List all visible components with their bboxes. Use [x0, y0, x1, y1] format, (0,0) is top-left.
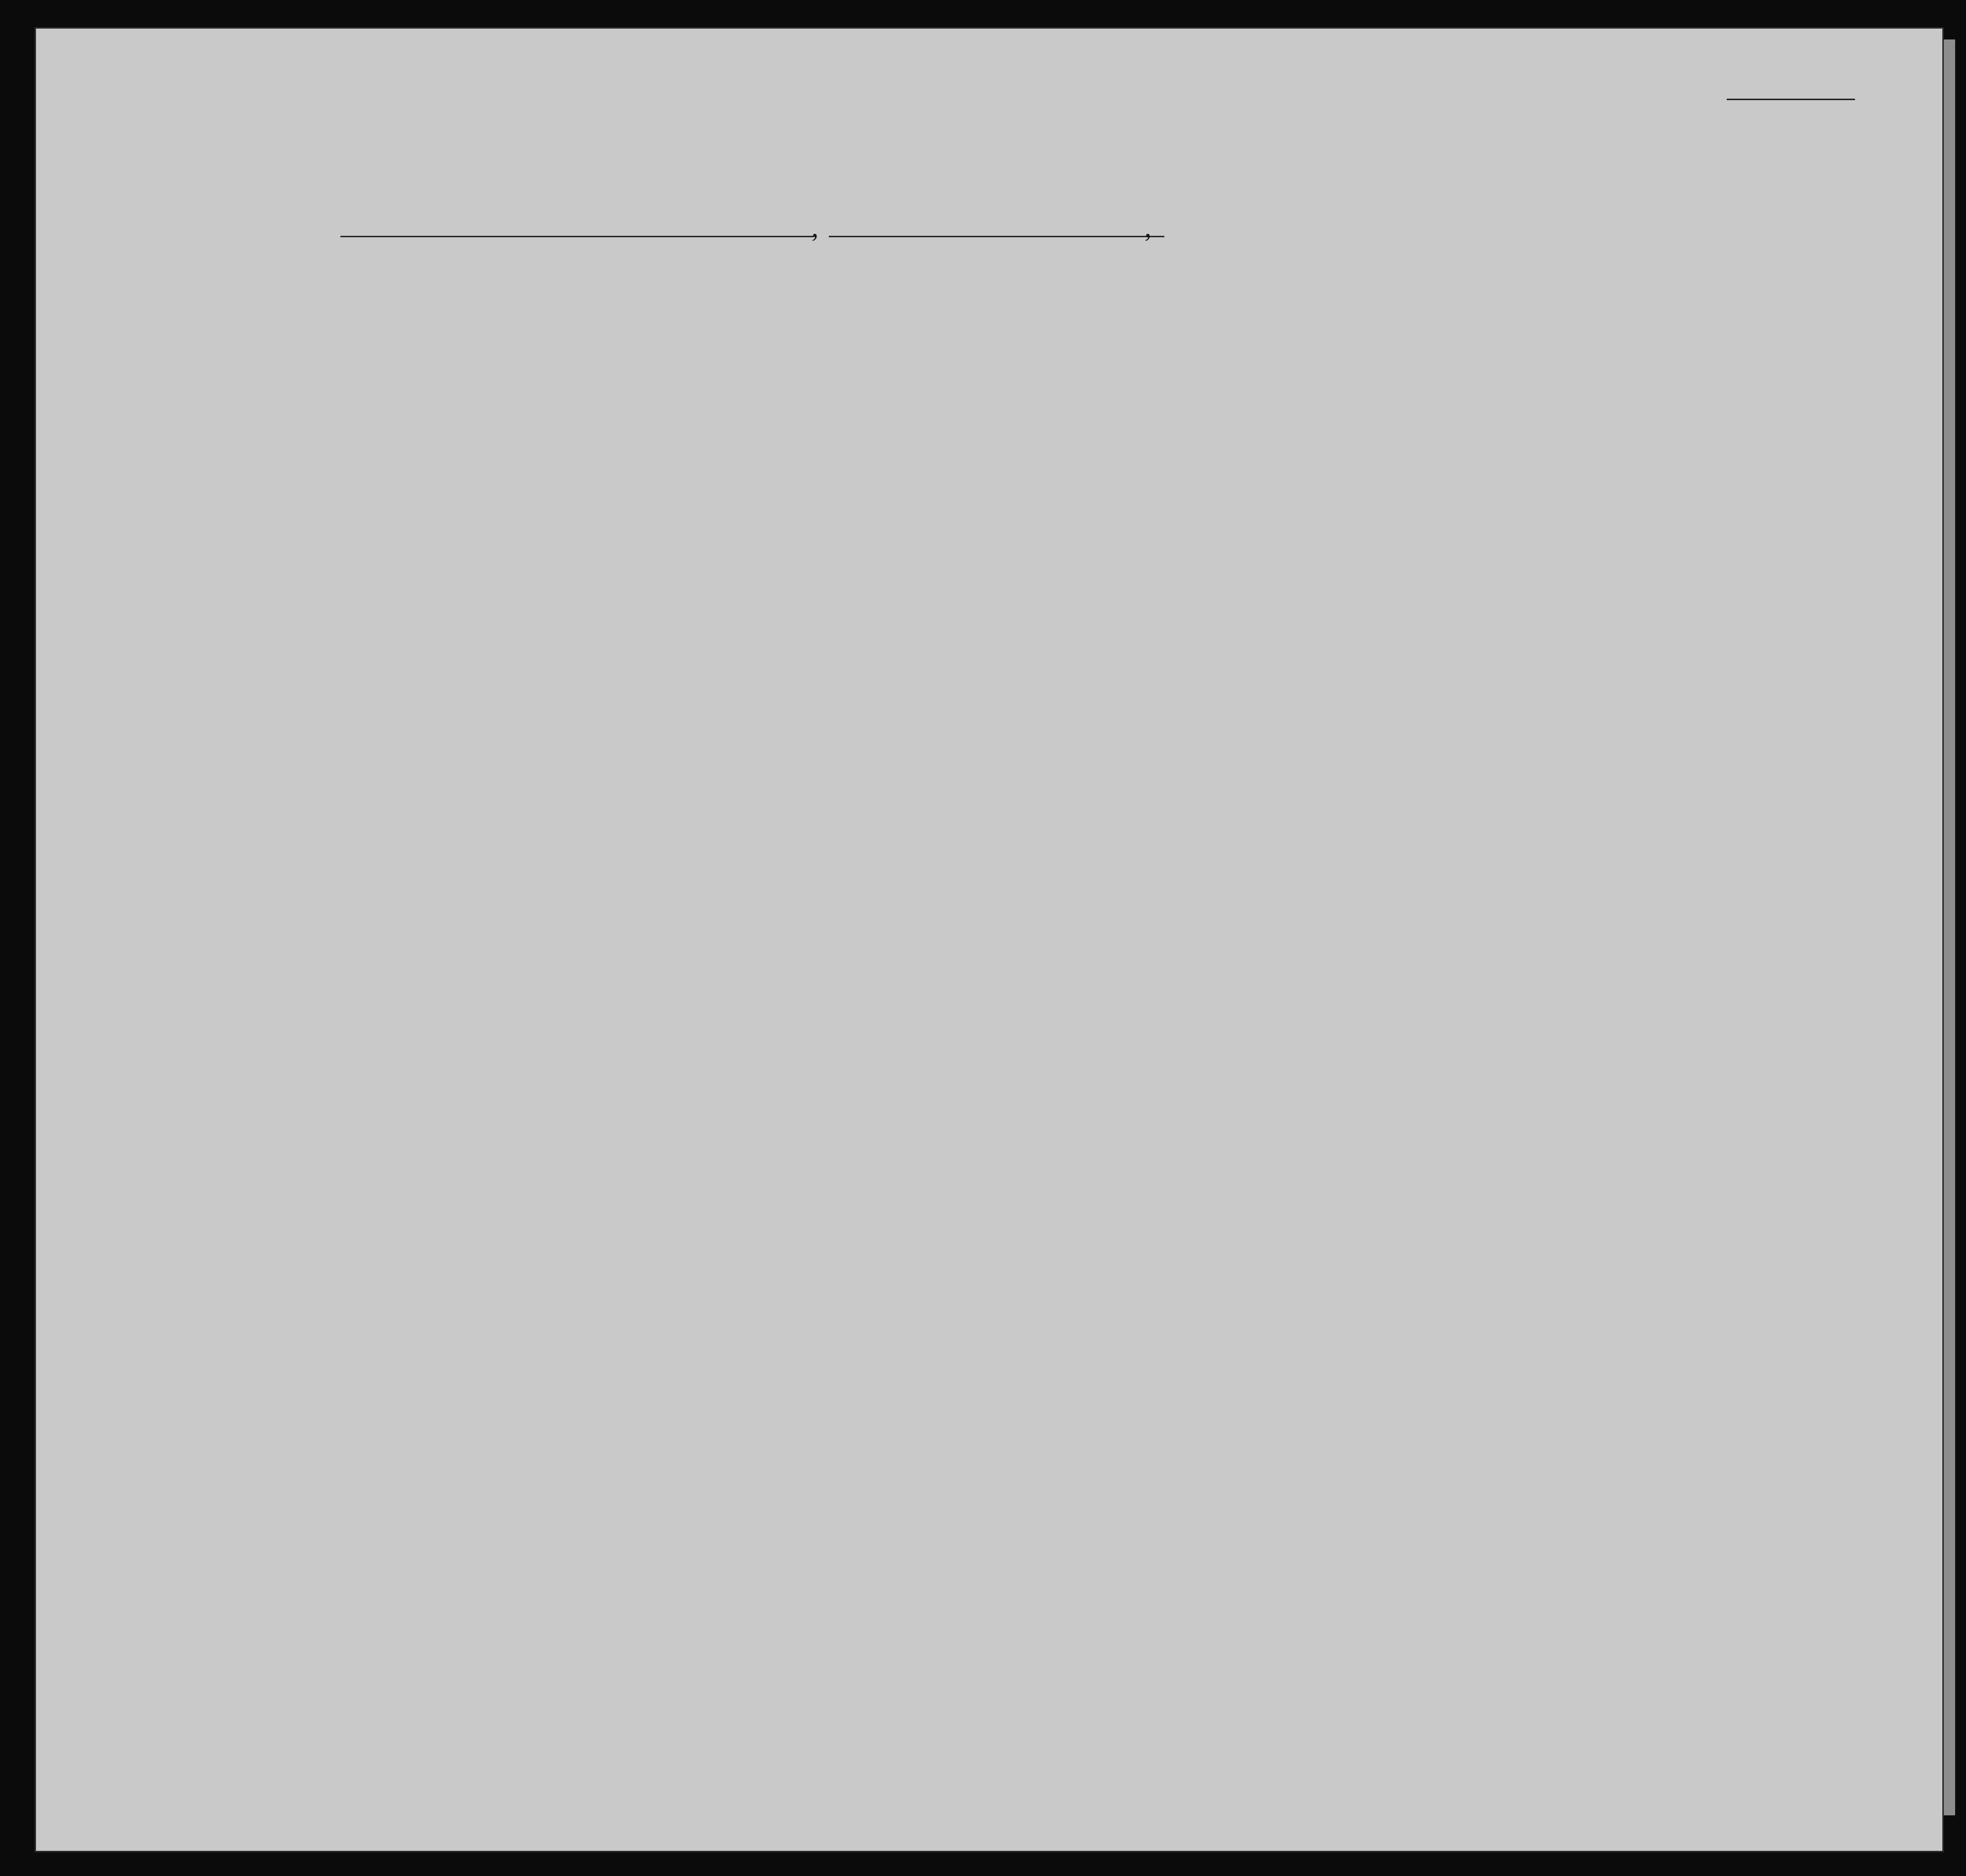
manifest-sheet [35, 27, 1944, 1852]
list-number-line [1727, 99, 1855, 100]
port-underline [340, 236, 814, 237]
date-underline [829, 236, 1164, 237]
comma-separator: , [812, 213, 818, 243]
comma-separator-2: , [1145, 213, 1151, 243]
